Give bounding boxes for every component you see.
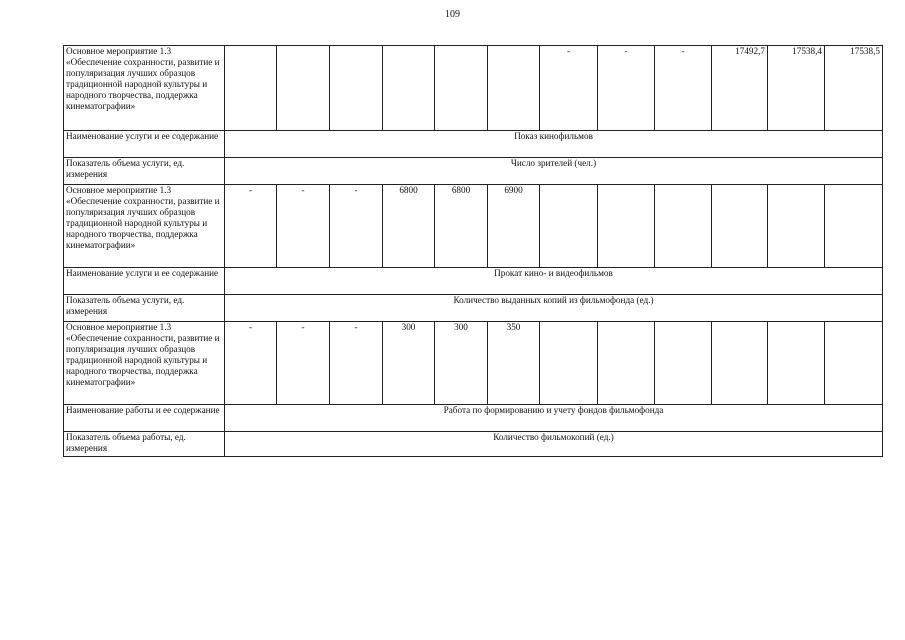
value-cell <box>383 46 435 131</box>
value-cell <box>540 185 598 268</box>
value-cell <box>768 185 825 268</box>
description-row <box>64 131 883 158</box>
value-cell: - <box>225 322 277 405</box>
value-cell: 300 <box>383 322 435 405</box>
measure-row <box>64 185 883 268</box>
value-cell: 6900 <box>488 185 540 268</box>
row-label: Наименование работы и ее содержание <box>64 405 225 432</box>
value-cell <box>330 46 383 131</box>
value-cell <box>277 46 330 131</box>
measure-row <box>64 322 883 405</box>
value-cell: 350 <box>488 322 540 405</box>
description-cell: Число зрителей (чел.) <box>225 158 883 185</box>
description-row <box>64 295 883 322</box>
description-row <box>64 268 883 295</box>
value-cell <box>768 322 825 405</box>
description-cell: Количество выданных копий из фильмофонда (ед.) <box>225 295 883 322</box>
description-row <box>64 405 883 432</box>
value-cell <box>435 46 488 131</box>
row-label: Наименование услуги и ее содержание <box>64 131 225 158</box>
program-table-body <box>64 46 883 457</box>
row-label: Показатель объема услуги, ед. измерения <box>64 158 225 185</box>
value-cell <box>655 185 712 268</box>
value-cell: - <box>277 322 330 405</box>
value-cell: 17538,5 <box>825 46 883 131</box>
page-number: 109 <box>445 9 460 20</box>
row-label: Показатель объема работы, ед. измерения <box>64 432 225 457</box>
row-label: Основное мероприятие 1.3 «Обеспечение сохранности, развитие и популяризация лучших образцов традиционной народной культуры и народного творчества, поддержка кинематографии» <box>64 322 225 405</box>
row-label: Основное мероприятие 1.3 «Обеспечение сохранности, развитие и популяризация лучших образцов традиционной народной культуры и народного творчества, поддержка кинематографии» <box>64 46 225 131</box>
row-label: Показатель объема услуги, ед. измерения <box>64 295 225 322</box>
value-cell: 300 <box>435 322 488 405</box>
value-cell <box>540 322 598 405</box>
description-row <box>64 158 883 185</box>
value-cell <box>712 185 768 268</box>
value-cell: 17538,4 <box>768 46 825 131</box>
value-cell: 6800 <box>435 185 488 268</box>
row-label: Наименование услуги и ее содержание <box>64 268 225 295</box>
value-cell <box>225 46 277 131</box>
value-cell <box>598 185 655 268</box>
value-cell <box>488 46 540 131</box>
value-cell: - <box>330 322 383 405</box>
value-cell: - <box>598 46 655 131</box>
value-cell: - <box>225 185 277 268</box>
value-cell: - <box>277 185 330 268</box>
value-cell <box>598 322 655 405</box>
value-cell: - <box>655 46 712 131</box>
value-cell: - <box>540 46 598 131</box>
description-cell: Прокат кино- и видеофильмов <box>225 268 883 295</box>
description-cell: Количество фильмокопий (ед.) <box>225 432 883 457</box>
value-cell <box>712 322 768 405</box>
value-cell <box>825 185 883 268</box>
value-cell: 6800 <box>383 185 435 268</box>
description-row <box>64 432 883 457</box>
row-label: Основное мероприятие 1.3 «Обеспечение сохранности, развитие и популяризация лучших образцов традиционной народной культуры и народного творчества, поддержка кинематографии» <box>64 185 225 268</box>
description-cell: Работа по формированию и учету фондов фильмофонда <box>225 405 883 432</box>
program-table <box>63 45 883 457</box>
description-cell: Показ кинофильмов <box>225 131 883 158</box>
value-cell: 17492,7 <box>712 46 768 131</box>
value-cell: - <box>330 185 383 268</box>
value-cell <box>655 322 712 405</box>
measure-row <box>64 46 883 131</box>
value-cell <box>825 322 883 405</box>
